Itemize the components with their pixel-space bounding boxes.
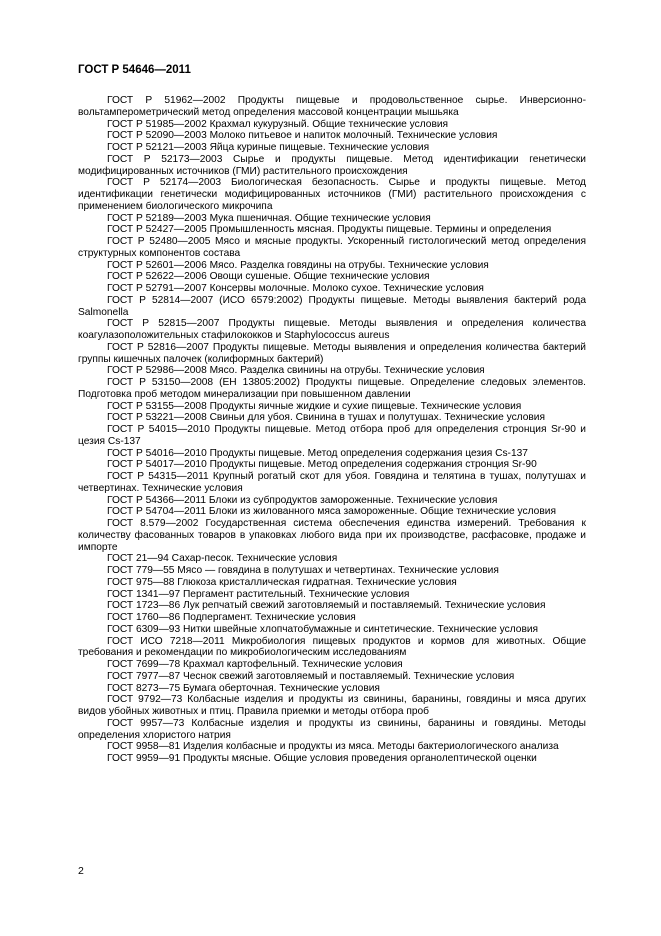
reference-item: ГОСТ Р 52986—2008 Мясо. Разделка свинины на отрубы. Технические условия — [107, 365, 485, 377]
normative-references-list — [78, 95, 586, 765]
reference-item: ГОСТ 8.579—2002 Государственная система обеспечения единства измерений. Требования к количеству фасованных товаров в упаковках любого вида при их производстве, расфасовке, продаже и импорте — [78, 518, 586, 553]
reference-item: ГОСТ Р 53221—2008 Свиньи для убоя. Свинина в тушах и полутушах. Технические условия — [107, 412, 546, 424]
reference-item: ГОСТ 9958—81 Изделия колбасные и продукты из мяса. Методы бактериологического анализа — [107, 741, 559, 753]
reference-item: ГОСТ 6309—93 Нитки швейные хлопчатобумажные и синтетические. Технические условия — [107, 623, 539, 635]
reference-item: ГОСТ Р 54017—2010 Продукты пищевые. Метод определения содержания стронция Sr-90 — [107, 459, 537, 471]
reference-item: ГОСТ ИСО 7218—2011 Микробиология пищевых продуктов и кормов для животных. Общие требования и рекомендации по микробиологическим исследованиям — [78, 635, 586, 659]
reference-item: ГОСТ Р 54016—2010 Продукты пищевые. Метод определения содержания цезия Cs-137 — [107, 447, 528, 459]
reference-item: ГОСТ 779—55 Мясо — говядина в полутушах и четвертинах. Технические условия — [107, 565, 499, 576]
reference-item: ГОСТ Р 53150—2008 (ЕН 13805:2002) Продукты пищевые. Определение следовых элементов. Подготовка проб методом минерализации при повышенном давлении — [78, 377, 586, 400]
reference-item: ГОСТ Р 54366—2011 Блоки из субпродуктов замороженные. Технические условия — [107, 494, 498, 506]
reference-item: ГОСТ 7977—87 Чеснок свежий заготовляемый и поставляемый. Технические условия — [107, 670, 515, 682]
reference-item: ГОСТ Р 52814—2007 (ИСО 6579:2002) Продукты пищевые. Методы выявления бактерий рода Salmonella — [78, 294, 586, 318]
reference-item: ГОСТ Р 54704—2011 Блоки из жилованного мяса замороженные. Общие технические условия — [107, 506, 556, 518]
reference-item: ГОСТ Р 52601—2006 Мясо. Разделка говядины на отрубы. Технические условия — [107, 259, 489, 271]
reference-item: ГОСТ Р 52622—2006 Овощи сушеные. Общие технические условия — [107, 271, 430, 283]
reference-item: ГОСТ Р 52427—2005 Промышленность мясная. Продукты пищевые. Термины и определения — [107, 224, 552, 236]
reference-item: ГОСТ Р 52189—2003 Мука пшеничная. Общие технические условия — [107, 212, 431, 224]
reference-item: ГОСТ Р 52791—2007 Консервы молочные. Молоко сухое. Технические условия — [107, 283, 484, 294]
reference-item: ГОСТ 21—94 Сахар-песок. Технические условия — [107, 553, 338, 565]
reference-item: ГОСТ Р 52815—2007 Продукты пищевые. Методы выявления и определения количества коагулазоположительных стафилококков и Staphylococcus aureus — [78, 318, 586, 341]
reference-item: ГОСТ Р 52174—2003 Биологическая безопасность. Сырье и продукты пищевые. Метод идентификации генетически модифицированных источников (ГМИ) растительного происхождения с применением биологического микрочипа — [78, 177, 586, 212]
reference-item: ГОСТ 8273—75 Бумага оберточная. Технические условия — [107, 682, 380, 694]
reference-item: ГОСТ Р 52090—2003 Молоко питьевое и напиток молочный. Технические условия — [107, 130, 498, 142]
reference-item: ГОСТ 1723—86 Лук репчатый свежий заготовляемый и поставляемый. Технические условия — [107, 600, 546, 612]
reference-item: ГОСТ 9957—73 Колбасные изделия и продукты из свинины, баранины и говядины. Методы определения хлористого натрия — [78, 717, 586, 741]
reference-item: ГОСТ Р 51962—2002 Продукты пищевые и продовольственное сырье. Инверсионно-вольтамперометрический метод определения массовой концентрации мышьяка — [78, 95, 586, 118]
reference-item: ГОСТ Р 54315—2011 Крупный рогатый скот для убоя. Говядина и телятина в тушах, полутушах и четвертинах. Технические условия — [78, 471, 586, 494]
reference-item: ГОСТ 1760—86 Подпергамент. Технические условия — [107, 612, 356, 623]
reference-item: ГОСТ Р 53155—2008 Продукты яичные жидкие и сухие пищевые. Технические условия — [107, 400, 522, 412]
reference-item: ГОСТ Р 52121—2003 Яйца куриные пищевые. Технические условия — [107, 142, 430, 153]
reference-item: ГОСТ Р 52480—2005 Мясо и мясные продукты. Ускоренный гистологический метод определения структурных компонентов состава — [78, 236, 586, 259]
reference-item: ГОСТ Р 51985—2002 Крахмал кукурузный. Общие технические условия — [107, 118, 449, 130]
reference-item: ГОСТ 1341—97 Пергамент растительный. Технические условия — [107, 588, 410, 600]
reference-item: ГОСТ Р 54015—2010 Продукты пищевые. Метод отбора проб для определения стронция Sr-90 и цезия Cs-137 — [78, 424, 586, 447]
reference-item: ГОСТ 975—88 Глюкоза кристаллическая гидратная. Технические условия — [107, 576, 457, 588]
reference-item: ГОСТ Р 52816—2007 Продукты пищевые. Методы выявления и определения количества бактерий группы кишечных палочек (колиформных бактерий) — [78, 341, 586, 365]
document-header: ГОСТ Р 54646—2011 — [78, 64, 191, 76]
reference-item: ГОСТ Р 52173—2003 Сырье и продукты пищевые. Метод идентификации генетически модифицированных источников (ГМИ) растительного происхождения — [78, 153, 586, 177]
reference-item: ГОСТ 9792—73 Колбасные изделия и продукты из свинины, баранины, говядины и мяса других видов убойных животных и птиц. Правила приемки и методы отбора проб — [78, 694, 586, 717]
reference-item: ГОСТ 7699—78 Крахмал картофельный. Технические условия — [107, 659, 403, 670]
page-number: 2 — [78, 865, 84, 877]
reference-item: ГОСТ 9959—91 Продукты мясные. Общие условия проведения органолептической оценки — [107, 753, 537, 764]
